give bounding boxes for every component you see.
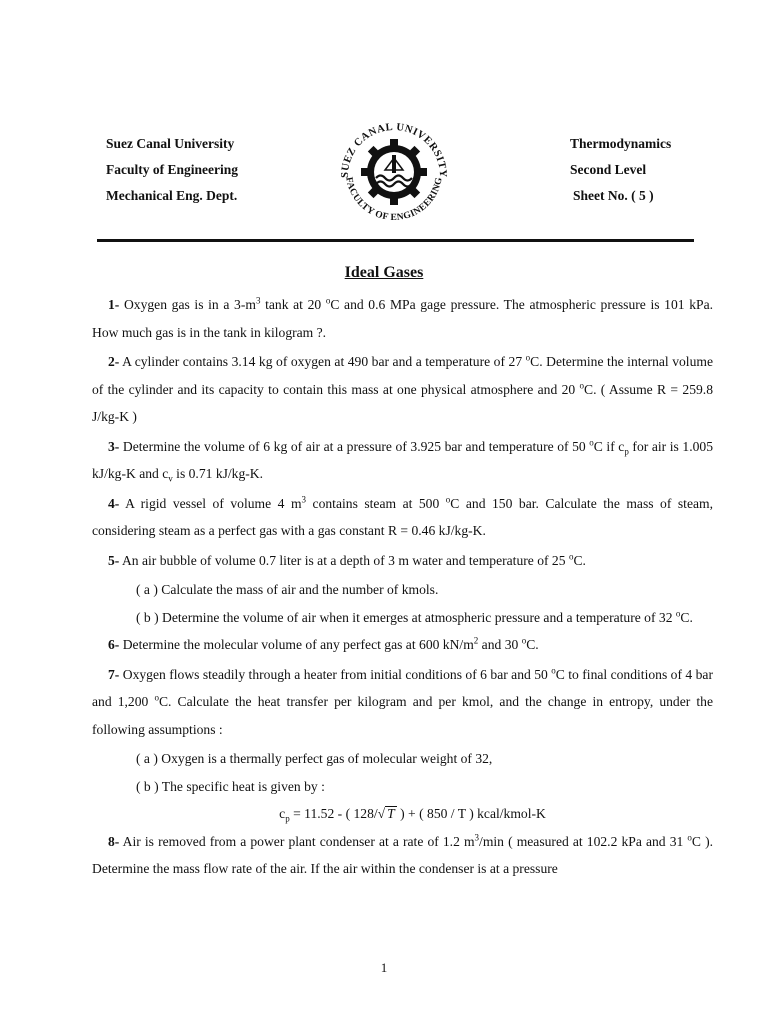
sheet-number: Sheet No. ( 5 ) xyxy=(573,188,654,203)
problem-7: 7- Oxygen flows steadily through a heater from initial conditions of 6 bar and 50 $^o$C to final conditions of 4 bar and 1,200 $^o$C. Calculate the heat transfer per kilogram and per kmol, and the change in entropy, under the following assumptions : xyxy=(92,664,713,737)
university-name: Suez Canal University xyxy=(106,136,235,151)
seal-top-text: SUEZ CANAL UNIVERSITY xyxy=(339,121,449,179)
header-left xyxy=(106,131,238,209)
specific-heat-equation: $c_p = 11.52$ - ( 128/√ T ) + ( 850 / T ) kcal/kmol-K xyxy=(279,806,546,824)
sheet-title: Ideal Gases xyxy=(344,264,424,281)
page-number: 1 xyxy=(380,960,388,975)
header-right xyxy=(570,131,671,209)
problem-5-part-a: ( a ) Calculate the mass of air and the number of kmols. xyxy=(136,582,439,597)
problem-3: 3- Determine the volume of 6 kg of air at a pressure of 3.925 bar and temperature of 50 $^o$C if $c_p$ for air is 1.005 kJ/kg-K and $c_v$ is 0.71 kJ/kg-K. xyxy=(92,436,713,484)
university-seal-logo xyxy=(328,106,460,224)
department-name: Mechanical Eng. Dept. xyxy=(106,188,238,203)
problem-7-part-a: ( a ) Oxygen is a thermally perfect gas of molecular weight of 32, xyxy=(136,751,493,766)
problem-8: 8- Air is removed from a power plant condenser at a rate of 1.2 $m^3/\min$ ( measured at 102.2 kPa and 31 $^o$C ). Determine the mass flow rate of the air. If the air within the condenser is at a pressure xyxy=(92,831,713,876)
problem-7-part-b: ( b ) The specific heat is given by : xyxy=(136,778,325,794)
sqrt-term: T xyxy=(387,806,395,821)
header-divider xyxy=(97,239,694,242)
problem-5: 5- An air bubble of volume 0.7 liter is at a depth of 3 m water and temperature of 25 $^o$C. xyxy=(108,550,586,568)
problem-1: 1- Oxygen gas is in a $3-m^3$ tank at 20 $^o$C and 0.6 MPa gage pressure. The atmospheric pressure is 101 kPa. How much gas is in the tank in kilogram ?. xyxy=(92,295,713,340)
problem-6: 6- Determine the molecular volume of any perfect gas at 600 $kN/m^2$ and 30 $^o$C. xyxy=(108,635,539,652)
course-level: Second Level xyxy=(570,162,647,177)
course-name: Thermodynamics xyxy=(570,136,672,151)
problem-2: 2- A cylinder contains 3.14 kg of oxygen at 490 bar and a temperature of 27 $^o$C. Determine the internal volume of the cylinder and its capacity to contain this mass at one physical atmosphere and 20 $^o$C. ( Assume R = 259.8 J/kg-K ) xyxy=(92,352,713,424)
problem-5-part-b: ( b ) Determine the volume of air when it emerges at atmospheric pressure and a temperature of 32 $^o$C. xyxy=(136,607,693,625)
faculty-name: Faculty of Engineering xyxy=(106,162,238,177)
problem-4: 4- A rigid vessel of volume 4 $m^3$ contains steam at 500 $^o$C and 150 bar. Calculate the mass of steam, considering steam as a perfect gas with a gas constant R = 0.46 kJ/kg-K. xyxy=(92,493,713,538)
gear-icon xyxy=(361,139,427,205)
problem-list xyxy=(92,291,713,885)
seal-bottom-text: FACULTY OF ENGINEERING xyxy=(343,176,445,224)
